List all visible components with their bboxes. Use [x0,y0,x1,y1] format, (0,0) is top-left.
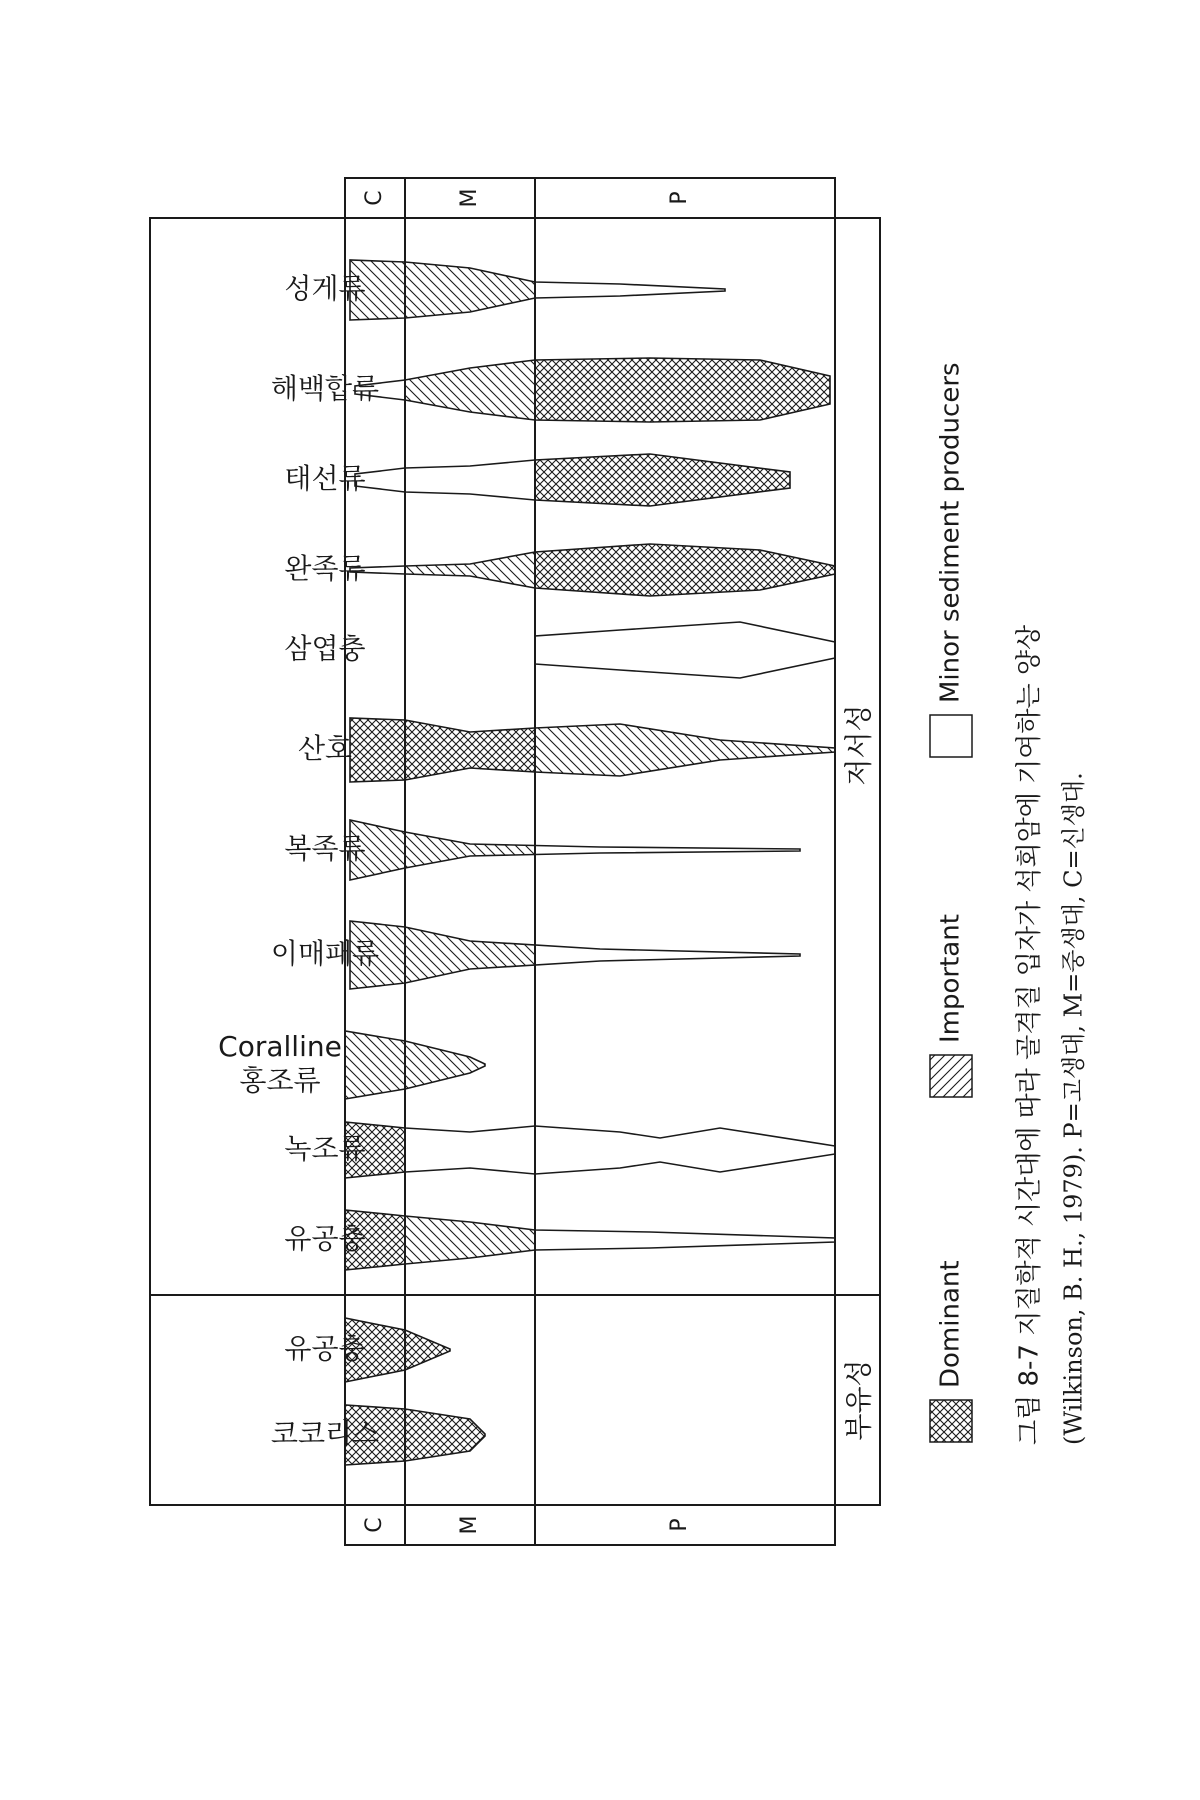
era-label-top: M [457,188,482,208]
group-label: Coralline 홍조류 [218,1030,342,1097]
legend-minor-label: Minor sediment producers [935,362,966,703]
band-fill-important [345,1210,835,1270]
band-outline [345,1122,835,1178]
band-fill-important [350,921,800,989]
group-label: 성게류 [284,272,366,305]
figure-caption [1015,625,1088,1445]
group-label: 이매패류 [270,937,380,970]
group-label: 완족류 [284,552,366,585]
group-label: 녹조류 [284,1132,366,1165]
band-fill-dominant [355,454,790,506]
group-label: 유공충 [284,1332,366,1365]
era-label-bottom: M [457,1515,482,1535]
legend-dominant-label: Dominant [935,1260,966,1388]
band-7 [350,820,800,880]
band-11 [345,1210,835,1270]
rotated-diagram [150,178,880,1545]
legend [930,362,972,1442]
group-label: 복족류 [284,832,366,865]
band-fill-important [350,820,800,880]
habitat-benthic-label: 저서성 [842,704,875,786]
legend-dominant-swatch [930,1400,972,1442]
band-3 [355,454,790,506]
era-label-bottom: P [667,1518,692,1532]
group-label: 유공충 [284,1222,366,1255]
era-label-top: C [362,190,387,206]
group-label: 태선류 [284,462,366,495]
band-1 [350,260,725,320]
band-8 [350,921,800,989]
group-label: 코코리스 [270,1417,380,1450]
group-label: 해백합류 [270,372,380,405]
legend-important-label: Important [935,914,966,1043]
band-10 [345,1122,835,1178]
group-label: 산호 [297,732,353,765]
band-outline [535,622,835,678]
legend-important-swatch [930,1055,972,1097]
band-6 [350,718,835,782]
band-5 [535,622,835,678]
band-9 [345,1031,485,1099]
era-label-top: P [667,191,692,205]
occurrence-bands [345,260,835,1465]
band-2 [355,358,830,422]
habitat-pelagic-label: 부유성 [842,1359,875,1441]
caption-line-2: (Wilkinson, B. H., 1979). P=고생대, M=중생대, C=신생대. [1059,772,1088,1445]
caption-line-1: 그림 8-7 지질학적 시간대에 따라 골격질 입자가 석회암에 기여하는 양상 [1014,624,1045,1445]
band-4 [350,544,835,596]
band-fill-important [350,260,725,320]
group-label: 삼엽충 [284,632,366,665]
legend-minor-swatch [930,715,972,757]
era-label-bottom: C [362,1517,387,1533]
